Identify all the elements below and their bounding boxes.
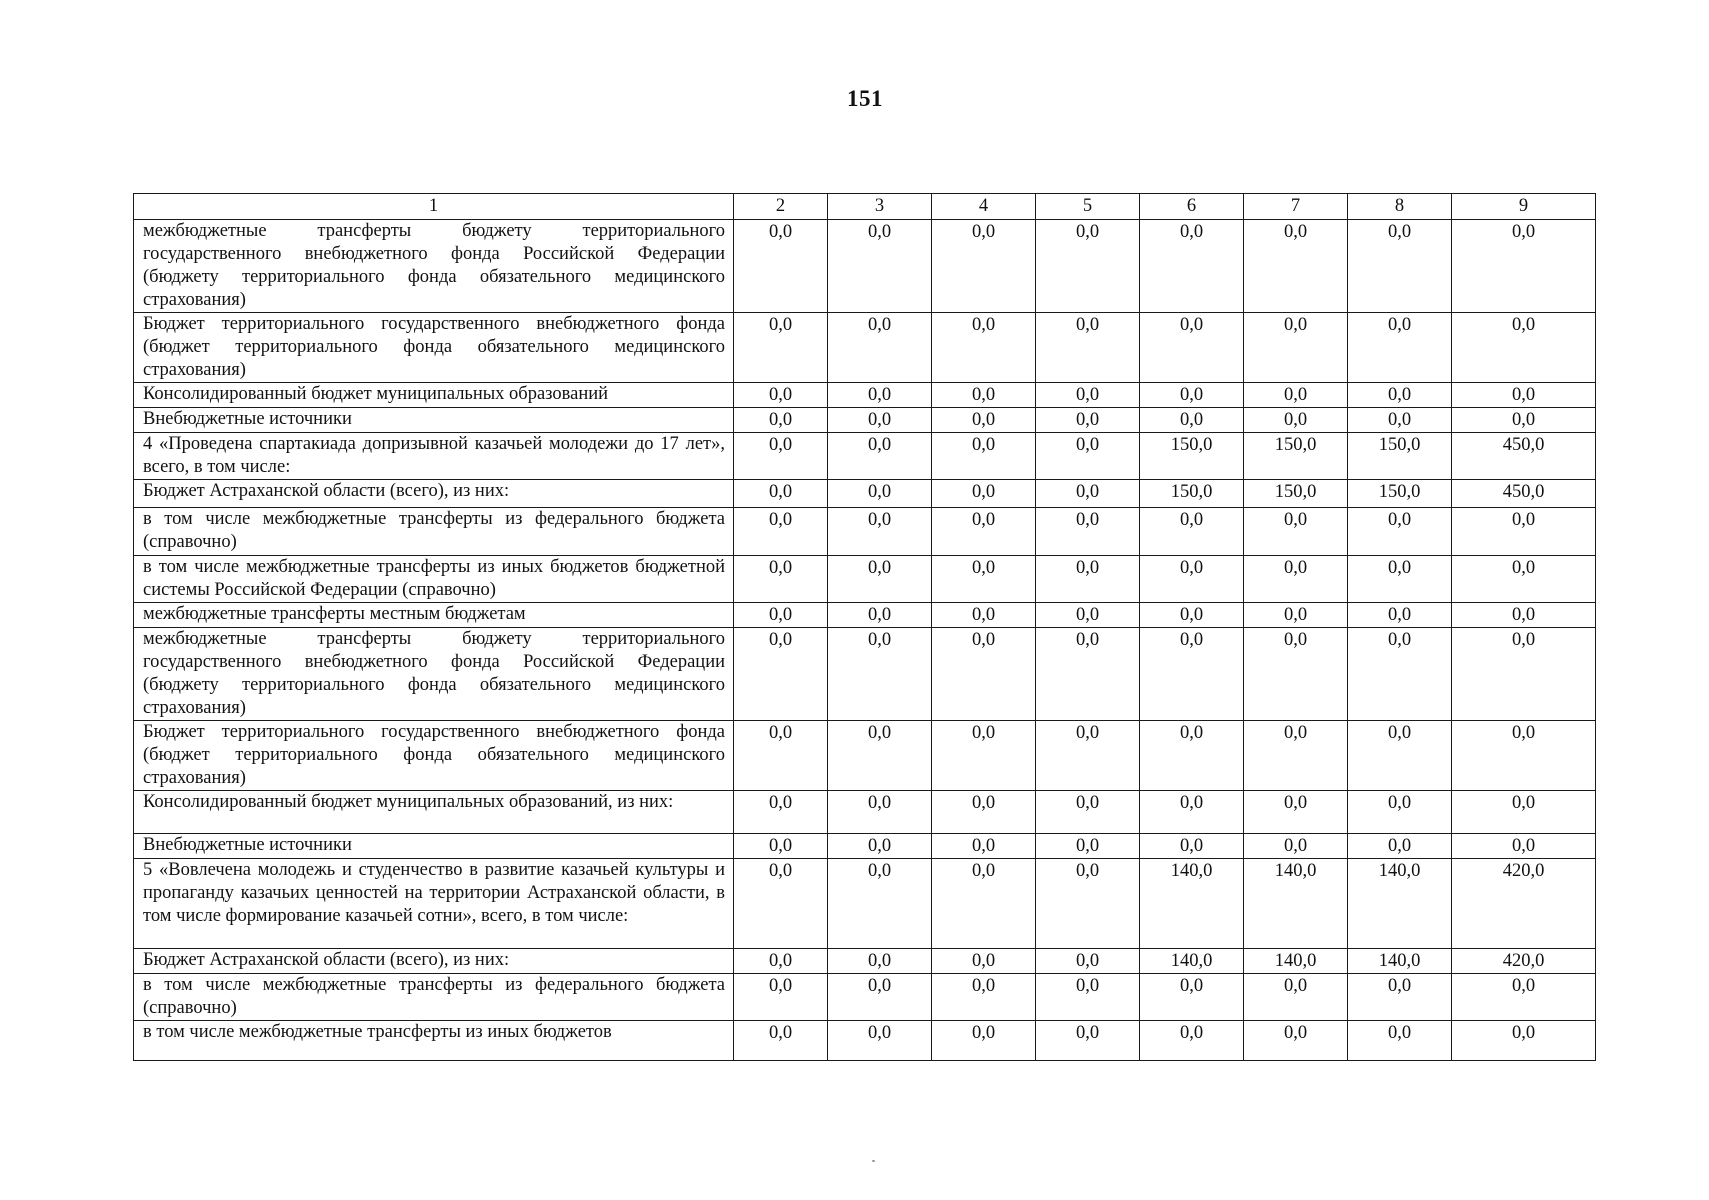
value-cell-col-7: 0,0 [1244,556,1348,603]
value-cell-col-6: 150,0 [1140,480,1244,508]
column-header-4: 4 [932,194,1036,220]
value-cell-col-6: 0,0 [1140,313,1244,383]
value-cell-col-9: 0,0 [1452,556,1596,603]
value-cell-col-9: 0,0 [1452,628,1596,721]
value-cell-col-5: 0,0 [1036,1021,1140,1061]
value-cell-col-7: 0,0 [1244,220,1348,313]
value-cell-col-6: 0,0 [1140,220,1244,313]
value-cell-col-8: 0,0 [1348,220,1452,313]
value-cell-col-7: 0,0 [1244,721,1348,791]
value-cell-col-2: 0,0 [734,628,828,721]
value-cell-col-8: 0,0 [1348,313,1452,383]
value-cell-col-2: 0,0 [734,721,828,791]
value-cell-col-3: 0,0 [828,433,932,480]
table-body [134,220,1596,1061]
value-cell-col-3: 0,0 [828,408,932,433]
value-cell-col-7: 0,0 [1244,508,1348,556]
row-label: межбюджетные трансферты бюджету территориального государственного внебюджетного фонда Российской Федерации (бюджету территориального фонда обязательного медицинского страхования) [134,220,734,313]
row-label: Внебюджетные источники [134,408,734,433]
value-cell-col-2: 0,0 [734,480,828,508]
value-cell-col-7: 0,0 [1244,408,1348,433]
value-cell-col-5: 0,0 [1036,556,1140,603]
value-cell-col-5: 0,0 [1036,508,1140,556]
value-cell-col-5: 0,0 [1036,859,1140,949]
value-cell-col-4: 0,0 [932,791,1036,834]
row-label: Бюджет Астраханской области (всего), из них: [134,949,734,974]
column-header-9: 9 [1452,194,1596,220]
value-cell-col-9: 0,0 [1452,220,1596,313]
row-label: в том числе межбюджетные трансферты из федерального бюджета (справочно) [134,974,734,1021]
value-cell-col-8: 0,0 [1348,1021,1452,1061]
value-cell-col-3: 0,0 [828,220,932,313]
value-cell-col-3: 0,0 [828,603,932,628]
row-label: в том числе межбюджетные трансферты из иных бюджетов [134,1021,734,1061]
value-cell-col-6: 0,0 [1140,508,1244,556]
row-label: Консолидированный бюджет муниципальных образований, из них: [134,791,734,834]
value-cell-col-7: 0,0 [1244,383,1348,408]
value-cell-col-8: 0,0 [1348,791,1452,834]
table-row [134,859,1596,949]
value-cell-col-6: 0,0 [1140,628,1244,721]
value-cell-col-8: 140,0 [1348,859,1452,949]
value-cell-col-3: 0,0 [828,834,932,859]
header-row [134,194,1596,220]
value-cell-col-2: 0,0 [734,949,828,974]
value-cell-col-2: 0,0 [734,974,828,1021]
value-cell-col-8: 0,0 [1348,628,1452,721]
value-cell-col-6: 0,0 [1140,834,1244,859]
table-row [134,949,1596,974]
value-cell-col-8: 0,0 [1348,556,1452,603]
value-cell-col-4: 0,0 [932,480,1036,508]
value-cell-col-5: 0,0 [1036,949,1140,974]
column-header-7: 7 [1244,194,1348,220]
value-cell-col-5: 0,0 [1036,383,1140,408]
value-cell-col-6: 0,0 [1140,721,1244,791]
column-header-2: 2 [734,194,828,220]
value-cell-col-7: 150,0 [1244,433,1348,480]
value-cell-col-6: 0,0 [1140,974,1244,1021]
value-cell-col-7: 0,0 [1244,603,1348,628]
value-cell-col-5: 0,0 [1036,480,1140,508]
value-cell-col-7: 0,0 [1244,313,1348,383]
table-row [134,974,1596,1021]
value-cell-col-4: 0,0 [932,628,1036,721]
table-row [134,791,1596,834]
value-cell-col-9: 0,0 [1452,408,1596,433]
value-cell-col-3: 0,0 [828,859,932,949]
value-cell-col-6: 0,0 [1140,1021,1244,1061]
value-cell-col-9: 420,0 [1452,859,1596,949]
table-row [134,383,1596,408]
value-cell-col-9: 0,0 [1452,313,1596,383]
value-cell-col-7: 150,0 [1244,480,1348,508]
value-cell-col-4: 0,0 [932,220,1036,313]
value-cell-col-9: 0,0 [1452,603,1596,628]
value-cell-col-6: 0,0 [1140,408,1244,433]
value-cell-col-9: 0,0 [1452,1021,1596,1061]
value-cell-col-9: 450,0 [1452,480,1596,508]
value-cell-col-3: 0,0 [828,628,932,721]
page-number: 151 [847,86,883,111]
value-cell-col-6: 0,0 [1140,556,1244,603]
row-label: 4 «Проведена спартакиада допризывной казачьей молодежи до 17 лет», всего, в том числе: [134,433,734,480]
value-cell-col-4: 0,0 [932,949,1036,974]
value-cell-col-3: 0,0 [828,556,932,603]
value-cell-col-2: 0,0 [734,834,828,859]
value-cell-col-3: 0,0 [828,721,932,791]
scan-speck [872,1160,875,1162]
value-cell-col-8: 150,0 [1348,433,1452,480]
row-label: межбюджетные трансферты местным бюджетам [134,603,734,628]
value-cell-col-5: 0,0 [1036,313,1140,383]
value-cell-col-7: 140,0 [1244,859,1348,949]
table-row [134,556,1596,603]
value-cell-col-2: 0,0 [734,220,828,313]
value-cell-col-2: 0,0 [734,603,828,628]
table-row [134,628,1596,721]
value-cell-col-3: 0,0 [828,313,932,383]
column-header-1: 1 [134,194,734,220]
value-cell-col-8: 140,0 [1348,949,1452,974]
value-cell-col-6: 0,0 [1140,791,1244,834]
value-cell-col-3: 0,0 [828,480,932,508]
table-header [134,194,1596,220]
value-cell-col-8: 0,0 [1348,508,1452,556]
value-cell-col-7: 0,0 [1244,974,1348,1021]
value-cell-col-7: 140,0 [1244,949,1348,974]
value-cell-col-9: 450,0 [1452,433,1596,480]
value-cell-col-5: 0,0 [1036,603,1140,628]
value-cell-col-8: 150,0 [1348,480,1452,508]
value-cell-col-2: 0,0 [734,1021,828,1061]
budget-table [133,193,1596,1061]
value-cell-col-4: 0,0 [932,603,1036,628]
value-cell-col-8: 0,0 [1348,721,1452,791]
value-cell-col-2: 0,0 [734,408,828,433]
value-cell-col-9: 0,0 [1452,974,1596,1021]
value-cell-col-3: 0,0 [828,383,932,408]
value-cell-col-6: 140,0 [1140,949,1244,974]
value-cell-col-8: 0,0 [1348,408,1452,433]
value-cell-col-9: 0,0 [1452,721,1596,791]
value-cell-col-7: 0,0 [1244,628,1348,721]
table-row [134,603,1596,628]
table-row [134,313,1596,383]
value-cell-col-8: 0,0 [1348,834,1452,859]
value-cell-col-5: 0,0 [1036,834,1140,859]
value-cell-col-4: 0,0 [932,383,1036,408]
value-cell-col-4: 0,0 [932,508,1036,556]
value-cell-col-2: 0,0 [734,859,828,949]
value-cell-col-7: 0,0 [1244,1021,1348,1061]
value-cell-col-9: 0,0 [1452,508,1596,556]
value-cell-col-2: 0,0 [734,383,828,408]
row-label: межбюджетные трансферты бюджету территориального государственного внебюджетного фонда Российской Федерации (бюджету территориального фонда обязательного медицинского страхования) [134,628,734,721]
value-cell-col-5: 0,0 [1036,408,1140,433]
value-cell-col-9: 420,0 [1452,949,1596,974]
table-row [134,220,1596,313]
row-label: Бюджет Астраханской области (всего), из них: [134,480,734,508]
column-header-6: 6 [1140,194,1244,220]
value-cell-col-2: 0,0 [734,556,828,603]
value-cell-col-5: 0,0 [1036,974,1140,1021]
value-cell-col-5: 0,0 [1036,791,1140,834]
value-cell-col-8: 0,0 [1348,974,1452,1021]
value-cell-col-6: 140,0 [1140,859,1244,949]
value-cell-col-2: 0,0 [734,433,828,480]
table-row [134,1021,1596,1061]
value-cell-col-6: 0,0 [1140,603,1244,628]
row-label: в том числе межбюджетные трансферты из федерального бюджета (справочно) [134,508,734,556]
value-cell-col-9: 0,0 [1452,791,1596,834]
value-cell-col-5: 0,0 [1036,433,1140,480]
value-cell-col-3: 0,0 [828,508,932,556]
value-cell-col-3: 0,0 [828,791,932,834]
column-header-8: 8 [1348,194,1452,220]
value-cell-col-4: 0,0 [932,859,1036,949]
table-row [134,508,1596,556]
value-cell-col-8: 0,0 [1348,603,1452,628]
value-cell-col-4: 0,0 [932,408,1036,433]
value-cell-col-4: 0,0 [932,834,1036,859]
value-cell-col-2: 0,0 [734,508,828,556]
table-row [134,834,1596,859]
row-label: Консолидированный бюджет муниципальных образований [134,383,734,408]
table-row [134,480,1596,508]
value-cell-col-8: 0,0 [1348,383,1452,408]
value-cell-col-4: 0,0 [932,433,1036,480]
column-header-3: 3 [828,194,932,220]
value-cell-col-6: 0,0 [1140,383,1244,408]
value-cell-col-5: 0,0 [1036,220,1140,313]
value-cell-col-4: 0,0 [932,1021,1036,1061]
value-cell-col-9: 0,0 [1452,834,1596,859]
value-cell-col-4: 0,0 [932,313,1036,383]
value-cell-col-5: 0,0 [1036,721,1140,791]
row-label: Внебюджетные источники [134,834,734,859]
value-cell-col-4: 0,0 [932,721,1036,791]
table-row [134,408,1596,433]
value-cell-col-3: 0,0 [828,974,932,1021]
row-label: Бюджет территориального государственного внебюджетного фонда (бюджет территориального фонда обязательного медицинского страхования) [134,721,734,791]
table-row [134,721,1596,791]
value-cell-col-6: 150,0 [1140,433,1244,480]
row-label: Бюджет территориального государственного внебюджетного фонда (бюджет территориального фонда обязательного медицинского страхования) [134,313,734,383]
value-cell-col-9: 0,0 [1452,383,1596,408]
row-label: 5 «Вовлечена молодежь и студенчество в развитие казачьей культуры и пропаганду казачьих ценностей на территории Астраханской области, в том числе формирование казачьей сотни», всего, в том числе: [134,859,734,949]
value-cell-col-7: 0,0 [1244,834,1348,859]
value-cell-col-3: 0,0 [828,949,932,974]
value-cell-col-4: 0,0 [932,556,1036,603]
value-cell-col-7: 0,0 [1244,791,1348,834]
value-cell-col-2: 0,0 [734,313,828,383]
column-header-5: 5 [1036,194,1140,220]
value-cell-col-5: 0,0 [1036,628,1140,721]
value-cell-col-3: 0,0 [828,1021,932,1061]
value-cell-col-4: 0,0 [932,974,1036,1021]
value-cell-col-2: 0,0 [734,791,828,834]
table-row [134,433,1596,480]
row-label: в том числе межбюджетные трансферты из иных бюджетов бюджетной системы Российской Федерации (справочно) [134,556,734,603]
